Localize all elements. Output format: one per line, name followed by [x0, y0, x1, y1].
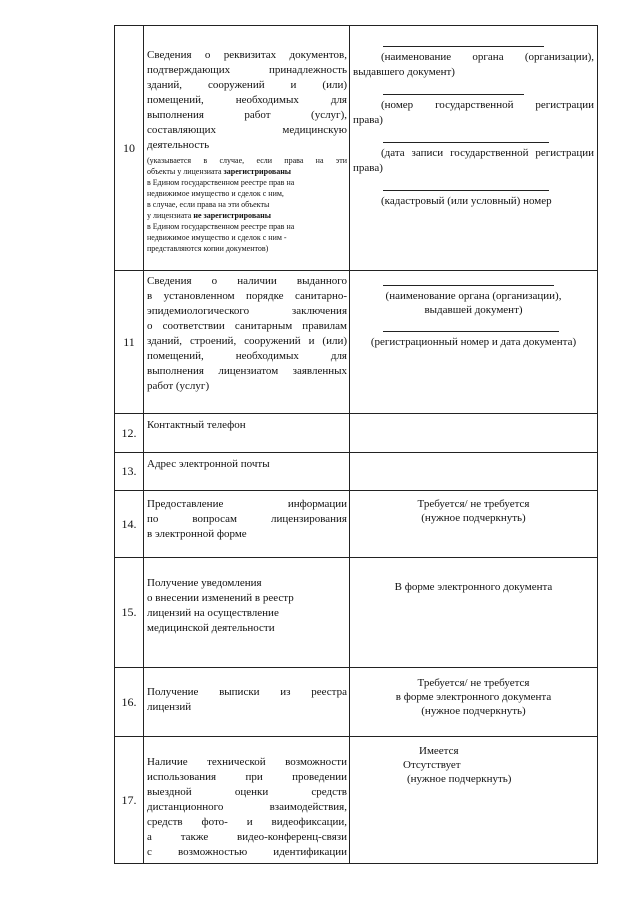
row-label-line: Контактный телефон — [147, 419, 246, 431]
note-line: в Едином государственном реестре прав на — [147, 178, 295, 187]
row-number-text: 15. — [121, 605, 137, 619]
fill-in-line[interactable] — [383, 331, 559, 332]
field-caption: права) — [353, 162, 383, 174]
row-number-text: 14. — [121, 516, 137, 531]
note-line: в случае, если права на эти объекты — [147, 200, 270, 209]
row-label-line: помещений, необходимых для — [147, 94, 347, 106]
note-line: представляются копии документов) — [147, 244, 269, 253]
row-number — [115, 558, 144, 668]
row-label-line: лицензий на осуществление — [147, 607, 279, 619]
row-number — [115, 668, 144, 737]
row-number — [115, 737, 144, 864]
row-label-line: использования при проведении — [147, 771, 347, 783]
row-15 — [115, 558, 598, 668]
row-label-line: лицензий — [147, 701, 192, 713]
note-emphasis: не зарегистрированы — [193, 211, 272, 220]
option-text[interactable]: Требуется/ не требуется — [417, 677, 530, 689]
row-13 — [115, 453, 598, 491]
field-caption: (дата записи государственной регистрации — [381, 147, 594, 159]
row-number-text: 10 — [123, 140, 135, 155]
row-label-line: с возможностью идентификации — [147, 846, 347, 858]
row-label-line: по вопросам лицензирования — [147, 513, 347, 525]
note-line — [147, 166, 347, 177]
row-label-line: зданий, строений, сооружений и (или) — [147, 335, 347, 347]
row-label-line: Сведения о реквизитах документов, — [147, 49, 347, 61]
field-caption: выдавшего документ) — [353, 66, 455, 78]
row-16 — [115, 668, 598, 737]
row-number — [115, 453, 144, 491]
field-caption: (наименование органа (организации), — [385, 290, 562, 302]
row-label-line: выездной оценки средств — [147, 786, 347, 798]
fill-in-line[interactable] — [383, 285, 554, 286]
note-line: в Едином государственном реестре прав на — [147, 222, 295, 231]
field-caption: (нужное подчеркнуть) — [421, 512, 526, 524]
row-number — [115, 491, 144, 558]
row-label-line: о соответствии санитарным правилам — [147, 320, 347, 332]
row-17 — [115, 737, 598, 864]
field-caption: (кадастровый (или условный) номер — [381, 195, 552, 207]
row-label-line: Адрес электронной почты — [147, 458, 270, 470]
fill-in-line[interactable] — [383, 46, 544, 47]
note-line: недвижимое имущество и сделок с ним, — [147, 189, 284, 198]
field-caption: выдавшей документ) — [424, 304, 523, 316]
row-label-line: помещений, необходимых для — [147, 350, 347, 362]
option-text: В форме электронного документа — [394, 581, 553, 593]
row-11 — [115, 271, 598, 414]
note-line: недвижимое имущество и сделок с ним - — [147, 233, 287, 242]
email-value-cell[interactable] — [350, 453, 598, 491]
field-caption: (нужное подчеркнуть) — [421, 705, 526, 717]
note-line: (указывается в случае, если права на эти — [147, 156, 347, 165]
row-label-line: дистанционного взаимодействия, — [147, 801, 347, 813]
row-value-cell — [350, 737, 598, 864]
row-10 — [115, 26, 598, 271]
row-label-line: средств фото- и видеофиксации, — [147, 816, 347, 828]
row-value-cell — [350, 558, 598, 668]
row-label-line: а также видео-конференц-связи — [147, 831, 347, 843]
row-label-line: работ (услуг) — [147, 380, 210, 392]
row-label-line: составляющих медицинскую — [147, 124, 347, 136]
row-number-text: 17. — [121, 792, 137, 807]
row-label-line: выполнения работ (услуг), — [147, 109, 347, 121]
fill-in-line[interactable] — [383, 190, 549, 191]
row-label-cell — [144, 271, 350, 414]
row-number-text: 16. — [121, 694, 137, 709]
row-label-cell — [144, 558, 350, 668]
row-label-line: Сведения о наличии выданного — [147, 275, 347, 287]
field-caption: (номер государственной регистрации — [381, 99, 594, 111]
row-label-cell — [144, 668, 350, 737]
row-label-cell — [144, 491, 350, 558]
row-label-line: выполнения лицензиатом заявленных — [147, 365, 347, 377]
row-label-line: в электронной форме — [147, 528, 247, 540]
note-line — [147, 210, 347, 221]
row-label-line: зданий, сооружений и (или) — [147, 79, 347, 91]
row-label-line: деятельность — [147, 139, 210, 151]
row-value-cell — [350, 271, 598, 414]
row-label-line: Предоставление информации — [147, 498, 347, 510]
row-label-cell — [144, 737, 350, 864]
fill-in-line[interactable] — [383, 94, 524, 95]
row-label-cell — [144, 453, 350, 491]
phone-value-cell[interactable] — [350, 414, 598, 453]
note-text: объекты у лицензиата — [147, 167, 224, 176]
row-14 — [115, 491, 598, 558]
row-value-cell — [350, 491, 598, 558]
row-label-line: медицинской деятельности — [147, 622, 275, 634]
field-caption: (регистрационный номер и дата документа) — [370, 336, 577, 348]
fill-in-line[interactable] — [383, 142, 549, 143]
field-caption: права) — [353, 114, 383, 126]
option-absent[interactable]: Отсутствует — [403, 759, 461, 771]
option-text[interactable]: Требуется/ не требуется — [417, 498, 530, 510]
row-number — [115, 26, 144, 271]
option-text: в форме электронного документа — [395, 691, 552, 703]
field-caption: (наименование органа (организации), — [381, 51, 594, 63]
row-label-cell — [144, 26, 350, 271]
row-number-text: 12. — [121, 425, 137, 440]
row-label-line: в установленном порядке санитарно- — [147, 290, 347, 302]
note-text: у лицензиата — [147, 211, 194, 220]
row-number-text: 13. — [121, 464, 137, 478]
row-label-line: о внесении изменений в реестр — [147, 592, 294, 604]
row-number — [115, 414, 144, 453]
row-value-cell — [350, 26, 598, 271]
option-present[interactable]: Имеется — [419, 745, 459, 757]
row-label-line: Получение уведомления — [147, 577, 262, 589]
row-label-line: Наличие технической возможности — [147, 756, 347, 768]
row-label-line: подтверждающих принадлежность — [147, 64, 347, 76]
row-label-line: Получение выписки из реестра — [147, 686, 347, 698]
row-label-cell — [144, 414, 350, 453]
license-application-table — [114, 25, 598, 864]
row-label-line: эпидемиологического заключения — [147, 305, 347, 317]
note-emphasis: зарегистрированы — [223, 167, 292, 176]
row-number-text: 11 — [123, 334, 135, 349]
row-number — [115, 271, 144, 414]
row-value-cell — [350, 668, 598, 737]
row-12 — [115, 414, 598, 453]
field-caption: (нужное подчеркнуть) — [407, 773, 512, 785]
